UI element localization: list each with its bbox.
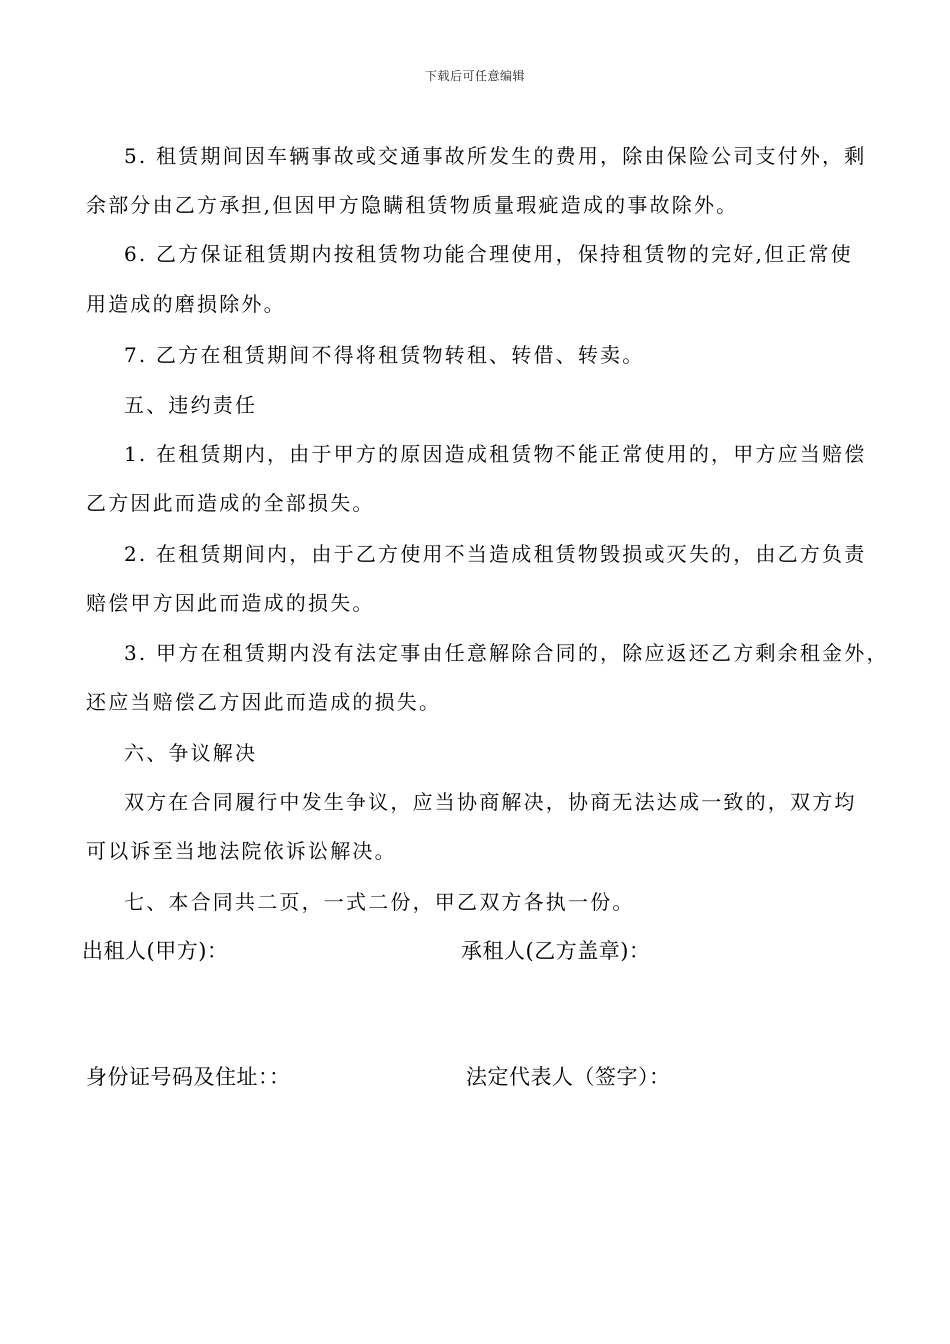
- signature-id-address: 身份证号码及住址：：: [86, 1065, 291, 1089]
- clause-6-line-1: 6. 乙方保证租赁期内按租赁物功能合理使用，保持租赁物的完好,但正常使: [124, 242, 853, 266]
- clause-5-line-2: 余部分由乙方承担,但因甲方隐瞒租赁物质量瑕疵造成的事故除外。: [86, 193, 739, 217]
- clause-7: 7. 乙方在租赁期间不得将租赁物转租、转借、转卖。: [124, 343, 645, 367]
- section-5-item-1-line-2: 乙方因此而造成的全部损失。: [86, 491, 375, 515]
- section-5-item-1-line-1: 1. 在租赁期内，由于甲方的原因造成租赁物不能正常使用的，甲方应当赔偿: [124, 442, 867, 466]
- section-7: 七、本合同共二页，一式二份，甲乙双方各执一份。: [124, 890, 635, 914]
- signature-lessee: 承租人(乙方盖章)：: [461, 939, 651, 963]
- signature-legal-representative: 法定代表人（签字）：: [466, 1065, 671, 1089]
- section-5-item-2-line-2: 赔偿甲方因此而造成的损失。: [86, 591, 375, 615]
- clause-6-line-2: 用造成的磨损除外。: [86, 292, 286, 316]
- section-6-line-2: 可以诉至当地法院依诉讼解决。: [86, 839, 397, 863]
- section-5-item-3-line-2: 还应当赔偿乙方因此而造成的损失。: [86, 690, 442, 714]
- section-5-item-2-line-1: 2. 在租赁期间内，由于乙方使用不当造成租赁物毁损或灭失的，由乙方负责: [124, 542, 867, 566]
- section-5-title: 五、违约责任: [124, 393, 258, 417]
- clause-5-line-1: 5. 租赁期间因车辆事故或交通事故所发生的费用，除由保险公司支付外，剩: [124, 144, 867, 168]
- section-6-line-1: 双方在合同履行中发生争议，应当协商解决，协商无法达成一致的，双方均: [124, 790, 857, 814]
- signature-lessor: 出租人(甲方)：: [82, 939, 229, 963]
- section-5-item-3-line-1: 3. 甲方在租赁期内没有法定事由任意解除合同的，除应返还乙方剩余租金外，: [124, 641, 889, 665]
- section-6-title: 六、争议解决: [124, 741, 258, 765]
- page-header: 下载后可任意编辑: [424, 69, 525, 83]
